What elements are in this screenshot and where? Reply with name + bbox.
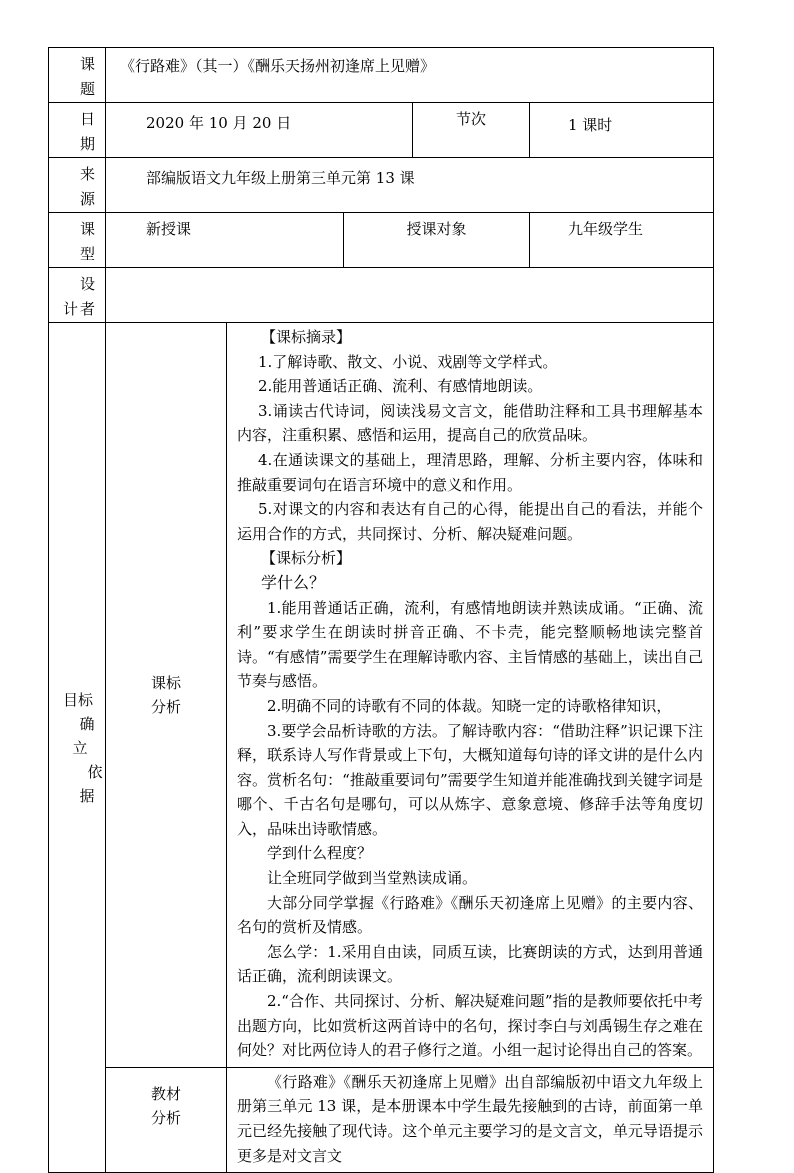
date-label: 日 期 [49,103,106,158]
title-label: 课 题 [49,48,106,103]
row-source [49,158,714,213]
audience-value: 九年级学生 [530,213,714,268]
date-value: 2020 年 10 月 20 日 [106,103,413,158]
paragraph: 学到什么程度？ [267,844,373,863]
paragraph: 2.明确不同的诗歌有不同的体裁。知晓一定的诗歌格律知识， [267,696,672,715]
period-value: 1 课时 [530,103,714,158]
designer-value [106,268,714,323]
standard-analysis-label: 课标 分析 [106,323,227,1068]
standard-paragraphs [237,325,703,1063]
paragraph: 2.能用普通话正确、流利、有感情地朗读。 [258,377,543,396]
lesson-plan-table [48,47,714,1173]
period-label: 节次 [413,103,530,158]
source-value: 部编版语文九年级上册第三单元第 13 课 [106,158,714,213]
row-title [49,48,714,103]
textbook-paragraphs [237,1070,703,1168]
row-textbook-analysis [49,1067,714,1172]
row-type [49,213,714,268]
row-date [49,103,714,158]
textbook-analysis-content [227,1067,714,1172]
row-designer [49,268,714,323]
title-value: 《行路难》（其一）《酬乐天扬州初逢席上见赠》 [106,48,714,103]
lesson-plan-sheet [48,47,713,1173]
paragraph: 3.诵读古代诗词，阅读浅易文言文，能借助注释和工具书理解基本内容，注重积累、感悟和运用，提高自己的欣赏品味。 [237,401,704,445]
goal-basis-label: 目标 确 立 依 据 [49,323,106,1173]
type-value: 新授课 [106,213,344,268]
designer-label: 设 计者 [49,268,106,323]
paragraph: 《行路难》《酬乐天初逢席上见赠》出自部编版初中语文九年级上册第三单元 13 课，是本册课本中学生最先接触到的古诗，前面第一单元已经先接触了现代诗。这个单元主要学习的是文言文，单元导语提示更多是对文言文 [237,1072,704,1165]
textbook-analysis-label: 教材 分析 [106,1067,227,1172]
type-label: 课 型 [49,213,106,268]
source-label: 来 源 [49,158,106,213]
paragraph: 学什么？ [261,572,326,592]
standard-analysis-content [227,323,714,1068]
paragraph: 【课标摘录】 [261,328,352,346]
paragraph: 【课标分析】 [261,549,352,568]
paragraph: 大部分同学掌握《行路难》《酬乐天初逢席上见赠》的主要内容、名句的赏析及情感。 [237,893,704,937]
audience-label: 授课对象 [344,213,530,268]
paragraph: 4.在通读课文的基础上，理清思路，理解、分析主要内容，体味和推敲重要词句在语言环境中的意义和作用。 [237,450,704,494]
paragraph: 5.对课文的内容和表达有自己的心得，能提出自己的看法，并能个运用合作的方式，共同探讨、分析、解决疑难问题。 [237,500,704,543]
paragraph: 1.能用普通话正确，流利，有感情地朗读并熟读成诵。“正确、流利”要求学生在朗读时拼音正确、不卡壳，能完整顺畅地读完整首诗。“有感情”需要学生在理解诗歌内容、主旨情感的基础上，读出自己节奏与感悟。 [237,598,704,691]
paragraph: 3.要学会品析诗歌的方法。了解诗歌内容：“借助注释”识记课下注释，联系诗人写作背景或上下句，大概知道每句诗的译文讲的是什么内容。赏析名句：“推敲重要词句”需要学生知道并能准确找到关键字词是哪个、千古名句是哪句，可以从炼字、意象意境、修辞手法等角度切入，品味出诗歌情感。 [237,721,704,838]
row-standard-analysis [49,323,714,1068]
paragraph: 1.了解诗歌、散文、小说、戏剧等文学样式。 [258,352,558,371]
paragraph: 怎么学：1.采用自由读，同质互读，比赛朗读的方式，达到用普通话正确，流利朗读课文。 [237,942,704,986]
paragraph: 2.“合作、共同探讨、分析、解决疑难问题”指的是教师要依托中考出题方向，比如赏析这两首诗中的名句，探讨李白与刘禹锡生存之难在何处？对比两位诗人的君子修行之道。小组一起讨论得出自己的答案。 [237,992,704,1060]
paragraph: 让全班同学做到当堂熟读成诵。 [267,869,478,888]
